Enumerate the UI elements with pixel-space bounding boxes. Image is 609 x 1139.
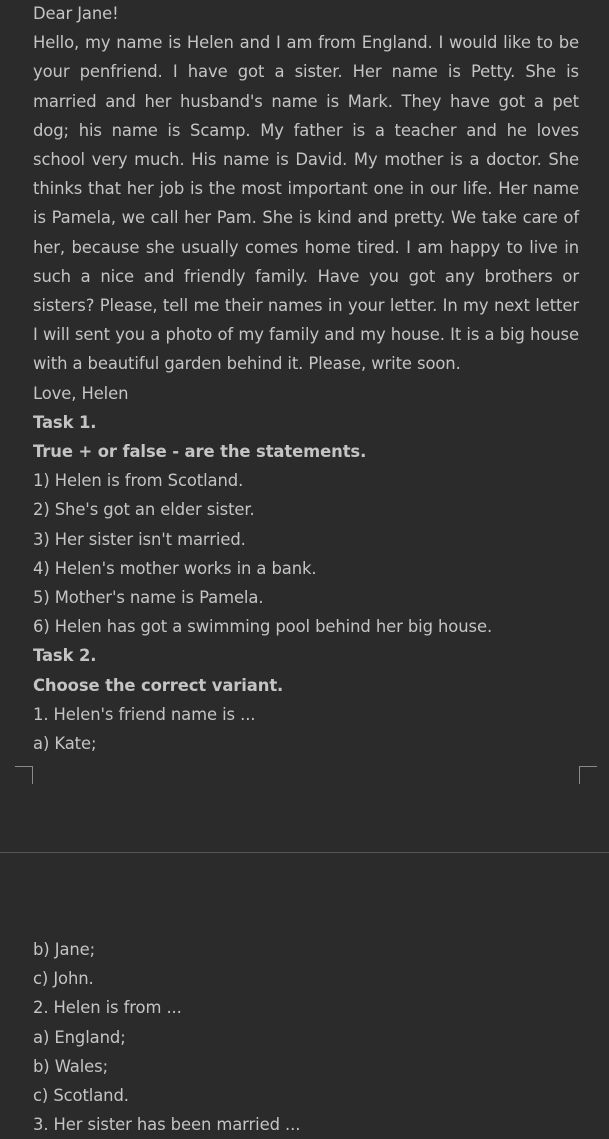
- letter-greeting: Dear Jane!: [33, 4, 119, 23]
- task2-option: c) Scotland.: [33, 1086, 129, 1106]
- letter-body: Hello, my name is Helen and I am from England. I would like to be your penfriend. I have got a sister. Her name is Petty. She is married and her husband's name is Mark. They have got a pet dog; his name is Scamp. My father is a teacher and he loves school very much. His name is David. My mother is a doctor. She thinks that her job is the most important one in our life. Her name is Pamela, we call her Pam. She is kind and pretty. We take care of her, because she usually comes home tired. I am happy to live in such a nice and friendly family. Have you got any brothers or sisters? Please, tell me their names in your letter. In my next letter I will sent you a photo of my family and my house. It is a big house with a beautiful garden behind it. Please, write soon.: [33, 33, 579, 374]
- task1-instruction: True + or false - are the statements.: [33, 442, 367, 462]
- page-1-text: [33, 0, 579, 758]
- task1-statement: 6) Helen has got a swimming pool behind her big house.: [33, 617, 493, 637]
- task1-statement: 2) She's got an elder sister.: [33, 500, 255, 520]
- task2-question-3: 3. Her sister has been married ...: [33, 1115, 301, 1135]
- task2-option: c) John.: [33, 969, 94, 989]
- page-gap: [0, 788, 609, 918]
- page-2-text: [33, 935, 579, 1139]
- page-corner-mark: [579, 766, 597, 784]
- task1-title: Task 1.: [33, 412, 97, 432]
- task1-statement: 3) Her sister isn't married.: [33, 529, 246, 549]
- task1-statement: 4) Helen's mother works in a bank.: [33, 558, 317, 578]
- task2-instruction: Choose the correct variant.: [33, 675, 284, 695]
- document-page-2: [0, 918, 609, 1135]
- task2-question-2: 2. Helen is from ...: [33, 998, 182, 1018]
- task2-option: a) England;: [33, 1027, 126, 1047]
- task2-question-1: 1. Helen's friend name is ...: [33, 704, 256, 724]
- task2-option: a) Kate;: [33, 734, 97, 754]
- task1-statement: 5) Mother's name is Pamela.: [33, 588, 264, 608]
- letter-signoff: Love, Helen: [33, 383, 129, 403]
- task1-statement: 1) Helen is from Scotland.: [33, 471, 244, 491]
- task2-option: b) Wales;: [33, 1056, 109, 1076]
- page-divider: [0, 852, 609, 853]
- task2-option: b) Jane;: [33, 940, 96, 959]
- page-corner-mark: [15, 766, 33, 784]
- task2-title: Task 2.: [33, 646, 97, 666]
